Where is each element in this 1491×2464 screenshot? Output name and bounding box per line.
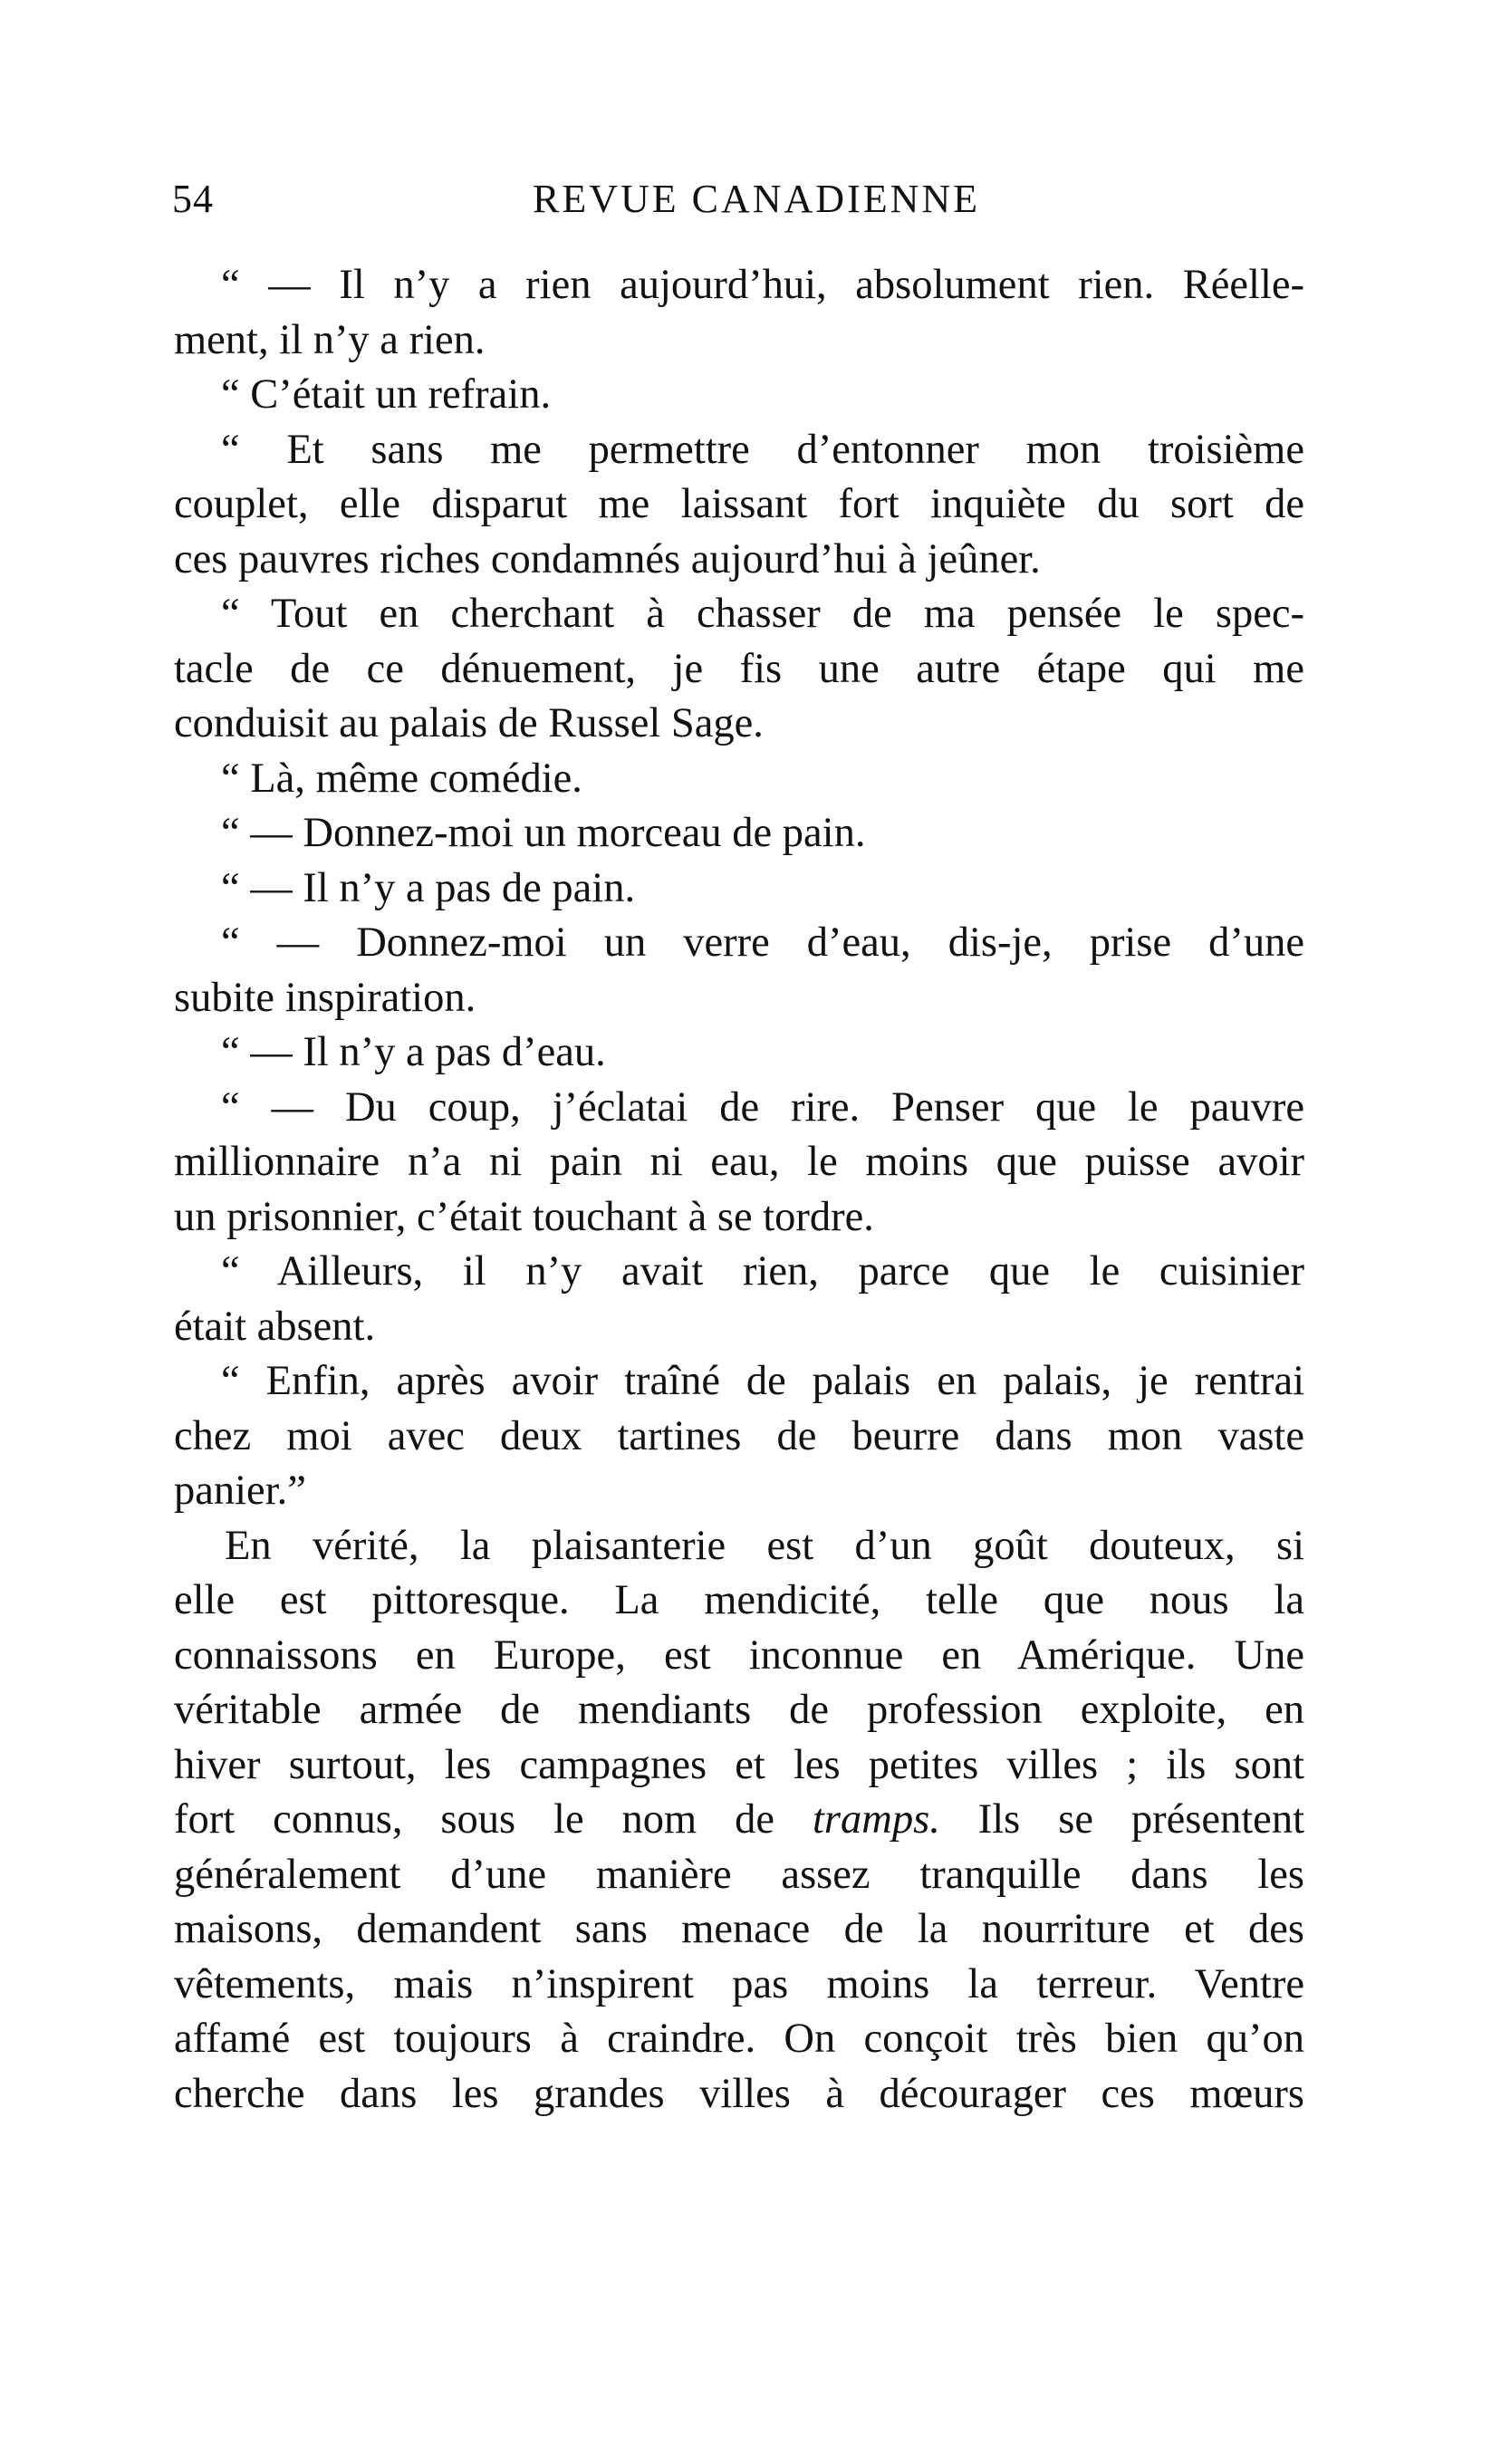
- text-line: chez moi avec deux tartines de beurre dans mon vaste: [174, 1412, 1304, 1459]
- text-line: maisons, demandent sans menace de la nourriture et des: [174, 1906, 1304, 1952]
- text-line: “ Et sans me permettre d’entonner mon troisième: [221, 426, 1304, 473]
- text-line: “ — Donnez-moi un morceau de pain.: [221, 810, 866, 856]
- text-line: panier.”: [174, 1468, 306, 1514]
- text-line: En vérité, la plaisanterie est d’un goût douteux, si: [225, 1522, 1304, 1569]
- text-line: “ C’était un refrain.: [221, 371, 552, 418]
- italic-term: tramps.: [813, 1796, 940, 1843]
- text-line: elle est pittoresque. La mendicité, telle que nous la: [174, 1577, 1304, 1623]
- text-line: couplet, elle disparut me laissant fort inquiète du sort de: [174, 481, 1304, 527]
- text-line: “ — Il n’y a pas de pain.: [221, 864, 636, 911]
- page-header: [172, 172, 1304, 226]
- text-line: hiver surtout, les campagnes et les petites villes ; ils sont: [174, 1741, 1304, 1788]
- text-line: [174, 1793, 1304, 1848]
- text-line: affamé est toujours à craindre. On conçoit très bien qu’on: [174, 2016, 1304, 2062]
- running-title: REVUE CANADIENNE: [532, 177, 981, 221]
- body-text: [174, 258, 1304, 2122]
- text-line: était absent.: [174, 1303, 376, 1350]
- text-line: cherche dans les grandes villes à décourager ces mœurs: [174, 2070, 1304, 2117]
- text-line: tacle de ce dénuement, je fis une autre étape qui me: [174, 645, 1304, 692]
- text-line: connaissons en Europe, est inconnue en Amérique. Une: [174, 1631, 1304, 1679]
- text-line: “ Là, même comédie.: [221, 755, 582, 802]
- text-line: ment, il n’y a rien.: [174, 316, 486, 363]
- text-line: subite inspiration.: [174, 974, 476, 1021]
- text-line: véritable armée de mendiants de profession exploite, en: [174, 1687, 1304, 1733]
- text-line: “ — Il n’y a rien aujourd’hui, absolument rien. Réelle-: [221, 262, 1304, 308]
- text-line: ces pauvres riches condamnés aujourd’hui à jeûner.: [174, 535, 1041, 582]
- text-line: un prisonnier, c’était touchant à se tordre.: [174, 1193, 874, 1240]
- text-line: “ Tout en cherchant à chasser de ma pensée le spec-: [221, 591, 1304, 637]
- text-fragment: fort connus, sous le nom de: [174, 1796, 813, 1843]
- text-line: “ — Du coup, j’éclatai de rire. Penser que le pauvre: [221, 1083, 1304, 1131]
- text-line: généralement d’une manière assez tranquille dans les: [174, 1851, 1304, 1898]
- text-line: “ Enfin, après avoir traîné de palais en palais, je rentrai: [221, 1358, 1304, 1404]
- text-line: millionnaire n’a ni pain ni eau, le moins que puisse avoir: [174, 1139, 1304, 1185]
- text-line: conduisit au palais de Russel Sage.: [174, 700, 764, 746]
- text-line: “ — Il n’y a pas d’eau.: [221, 1029, 606, 1075]
- text-fragment: Ils se présentent: [939, 1796, 1304, 1843]
- text-line: “ Ailleurs, il n’y avait rien, parce que le cuisinier: [221, 1248, 1304, 1295]
- text-line: “ — Donnez-moi un verre d’eau, dis-je, prise d’une: [221, 919, 1304, 966]
- page-number: 54: [172, 177, 214, 221]
- text-line: vêtements, mais n’inspirent pas moins la terreur. Ventre: [174, 1960, 1304, 2007]
